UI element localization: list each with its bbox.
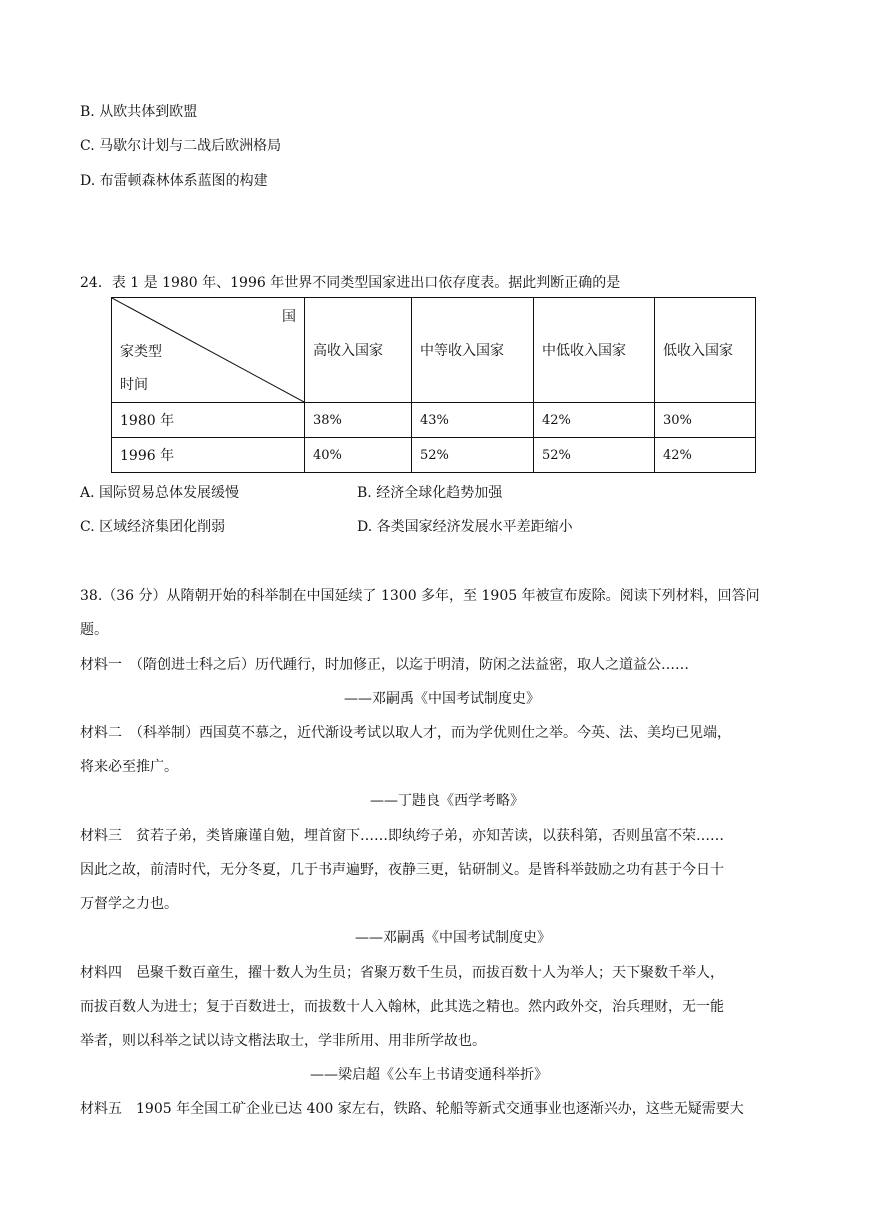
material-3-source: ——邓嗣禹《中国考试制度史》 — [355, 930, 551, 946]
material-2-cont: 将来必至推广。 — [80, 759, 178, 775]
material-3: 材料三 贫若子弟，类皆廉谨自勉，埋首窗下……即纨绔子弟，亦知苦读，以获科第，否则虽富不荣…… — [80, 828, 724, 844]
table-header-row — [112, 298, 756, 403]
header-middle-income: 中等收入国家 — [412, 298, 534, 403]
corner-label-bottom: 时间 — [120, 377, 148, 393]
dependency-table — [111, 297, 756, 473]
question-38-stem: 38.（36 分）从隋朝开始的科举制在中国延续了 1300 多年，至 1905 年被宣布废除。阅读下列材料，回答问 — [80, 588, 760, 604]
material-4-cont: 而拔百数人为进士；复于百数进士，而拔数十人入翰林，此其选之精也。然内政外交，治兵理财，无一能 — [80, 999, 724, 1015]
material-4-source: ——梁启超《公车上书请变通科举折》 — [310, 1067, 548, 1083]
table-row — [112, 403, 756, 438]
corner-label-mid: 家类型 — [120, 344, 162, 360]
option-a: A. 国际贸易总体发展缓慢 — [80, 485, 240, 501]
material-1-source: ——邓嗣禹《中国考试制度史》 — [344, 691, 540, 707]
table-cell: 40% — [305, 438, 412, 473]
table-cell: 52% — [534, 438, 655, 473]
diagonal-header-cell — [112, 298, 305, 403]
table-cell: 30% — [655, 403, 756, 438]
header-lower-middle-income: 中低收入国家 — [534, 298, 655, 403]
option-b-prev: B. 从欧共体到欧盟 — [80, 104, 198, 120]
option-d-prev: D. 布雷顿森林体系蓝图的构建 — [80, 173, 268, 189]
row-year: 1996 年 — [112, 438, 305, 473]
material-4-cont-2: 举者，则以科举之试以诗文楷法取士，学非所用、用非所学故也。 — [80, 1033, 486, 1049]
material-5: 材料五 1905 年全国工矿企业已达 400 家左右，铁路、轮船等新式交通事业也逐渐兴办，这些无疑需要大 — [80, 1101, 744, 1117]
question-38-stem-cont: 题。 — [80, 622, 108, 638]
material-4: 材料四 邑聚千数百童生，擢十数人为生员；省聚万数千生员，而拔百数十人为举人；天下聚数千举人， — [80, 965, 724, 981]
corner-label-top: 国 — [282, 309, 296, 325]
option-c-prev: C. 马歇尔计划与二战后欧洲格局 — [80, 138, 282, 154]
option-c: C. 区域经济集团化削弱 — [80, 519, 226, 535]
option-d: D. 各类国家经济发展水平差距缩小 — [357, 519, 573, 535]
material-2: 材料二 （科举制）西国莫不慕之，近代渐设考试以取人才，而为学优则仕之举。今英、法、美均已见端， — [80, 725, 731, 741]
table-cell: 38% — [305, 403, 412, 438]
material-1: 材料一 （隋创进士科之后）历代踵行，时加修正，以迄于明清，防闲之法益密，取人之道益公…… — [80, 657, 689, 673]
table-cell: 42% — [655, 438, 756, 473]
option-b: B. 经济全球化趋势加强 — [357, 485, 503, 501]
table-cell: 42% — [534, 403, 655, 438]
material-3-cont-2: 万督学之力也。 — [80, 896, 178, 912]
question-24-stem: 24．表 1 是 1980 年、1996 年世界不同类型国家进出口依存度表。据此判断正确的是 — [80, 275, 621, 291]
material-2-source: ——丁韪良《西学考略》 — [370, 793, 524, 809]
table-cell: 52% — [412, 438, 534, 473]
row-year: 1980 年 — [112, 403, 305, 438]
header-low-income: 低收入国家 — [655, 298, 756, 403]
header-high-income: 高收入国家 — [305, 298, 412, 403]
table-cell: 43% — [412, 403, 534, 438]
material-3-cont: 因此之故，前清时代，无分冬夏，几于书声遍野，夜静三更，钻研制义。是皆科举鼓励之功有甚于今日十 — [80, 862, 724, 878]
table-row — [112, 438, 756, 473]
